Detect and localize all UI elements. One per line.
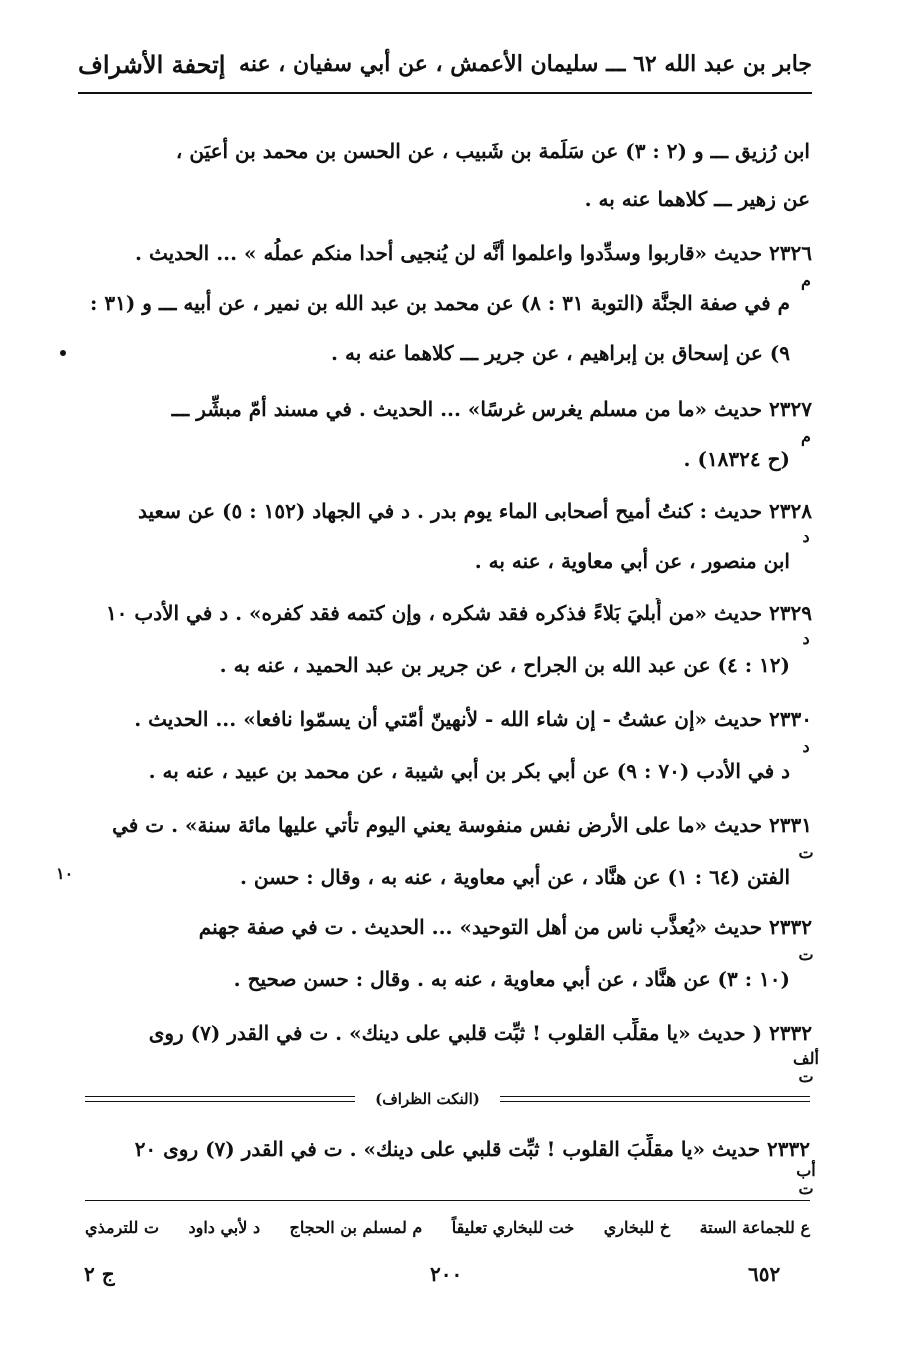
header-book-title: إتحفة الأشراف xyxy=(78,49,226,79)
siglum: د xyxy=(802,527,810,546)
hadith-line: ٢٣٢٦ حديث «قاربوا وسدِّدوا واعلموا أنَّه لن يُنجيى أحدا منكم عملُه » ... الحديث . xyxy=(135,241,812,265)
hadith-line: ٢٣٣٢ ( حديث «يا مقلِّب القلوب ! ثبِّت قلبي على دينك» . ت في القدر (٧) روى xyxy=(148,1021,812,1045)
section-label: (النكت الظراف) xyxy=(355,1086,500,1112)
siglum: أب ت xyxy=(796,1161,816,1198)
margin-line-number: ١٠ xyxy=(56,864,74,883)
volume-number: ج ٢ xyxy=(84,1262,115,1286)
hadith-line: ٢٣٢٧ حديث «ما من مسلم يغرس غرسًا» ... الحديث . في مسند أمّ مبشِّر ـــ xyxy=(171,397,812,421)
legend-item: ع للجماعة الستة xyxy=(699,1217,810,1237)
hadith-line: ٢٣٢٩ حديث «من أُبليَ بَلاءً فذكره فقد شكره ، وإن كتمه فقد كفره» . د في الأدب ١٠ xyxy=(105,601,812,625)
text-line: عن زهير ـــ كلاهما عنه به . xyxy=(584,187,810,211)
text-line: الفتن (٦٤ : ١) عن هنَّاد ، عن أبي معاوية ، عنه به ، وقال : حسن . xyxy=(239,865,790,889)
header-rule xyxy=(78,92,812,94)
hadith-line: ٢٣٣٢ حديث «يا مقلِّبَ القلوب ! ثبِّت قلبي على دينك» . ت في القدر (٧) روى ٢٠ xyxy=(134,1137,810,1161)
text-line: ابن رُزيق ـــ و (٢ : ٣) عن سَلَمة بن شَبيب ، عن الحسن بن محمد بن أعيَن ، xyxy=(175,139,810,163)
running-header xyxy=(78,44,812,84)
page-number: ٦٥٢ xyxy=(748,1262,781,1286)
siglum: ت xyxy=(798,945,814,964)
header-title: جابر بن عبد الله ٦٢ ـــ سليمان الأعمش ، عن أبي سفيان ، عنه xyxy=(239,51,812,77)
siglum: م xyxy=(801,427,811,446)
hadith-line: ٢٣٢٨ حديث : كنتُ أميح أصحابى الماء يوم بدر . د في الجهاد (١٥٢ : ٥) عن سعيد xyxy=(138,499,812,523)
margin-dot xyxy=(60,350,66,356)
siglum: م xyxy=(801,271,811,290)
siglum: د xyxy=(802,737,810,756)
footer-center-number: ٢٠٠ xyxy=(430,1262,463,1286)
text-line: (١٢ : ٤) عن عبد الله بن الجراح ، عن جرير بن عبد الحميد ، عنه به . xyxy=(219,653,790,677)
hadith-line: ٢٣٣٠ حديث «إن عشتُ - إن شاء الله - لأنهينّ أمّتي أن يسمّوا نافعا» ... الحديث . xyxy=(134,707,812,731)
hadith-line: ٢٣٣٢ حديث «يُعذَّب ناس من أهل التوحيد» ... الحديث . ت في صفة جهنم xyxy=(198,915,812,939)
legend-item: د لأبي داود xyxy=(188,1217,261,1237)
siglum: ت xyxy=(798,843,814,862)
text-line: (ح ١٨٣٢٤) . xyxy=(683,447,790,471)
legend-item: خت للبخاري تعليقاً xyxy=(451,1217,575,1237)
legend-item: ت للترمذي xyxy=(85,1217,159,1237)
text-line: ابن منصور ، عن أبي معاوية ، عنه به . xyxy=(474,549,790,573)
text-line: ٩) عن إسحاق بن إبراهيم ، عن جرير ـــ كلاهما عنه به . xyxy=(331,341,790,365)
hadith-line: ٢٣٣١ حديث «ما على الأرض نفس منفوسة يعني اليوم تأتي عليها مائة سنة» . ت في xyxy=(112,813,812,837)
siglum: ألف ت xyxy=(793,1049,819,1086)
text-line: (١٠ : ٣) عن هنَّاد ، عن أبي معاوية ، عنه به . وقال : حسن صحيح . xyxy=(233,967,790,991)
text-line: م في صفة الجنَّة (التوبة ٣١ : ٨) عن محمد بن عبد الله بن نمير ، عن أبيه ـــ و (٣١ : xyxy=(90,291,790,315)
legend-item: م لمسلم بن الحجاج xyxy=(289,1217,423,1237)
abbreviation-legend xyxy=(85,1212,810,1242)
siglum: د xyxy=(802,629,810,648)
text-line: د في الأدب (٧٠ : ٩) عن أبي بكر بن أبي شيبة ، عن محمد بن عبيد ، عنه به . xyxy=(148,759,790,783)
legend-rule xyxy=(85,1200,810,1201)
legend-item: خ للبخاري xyxy=(603,1217,671,1237)
